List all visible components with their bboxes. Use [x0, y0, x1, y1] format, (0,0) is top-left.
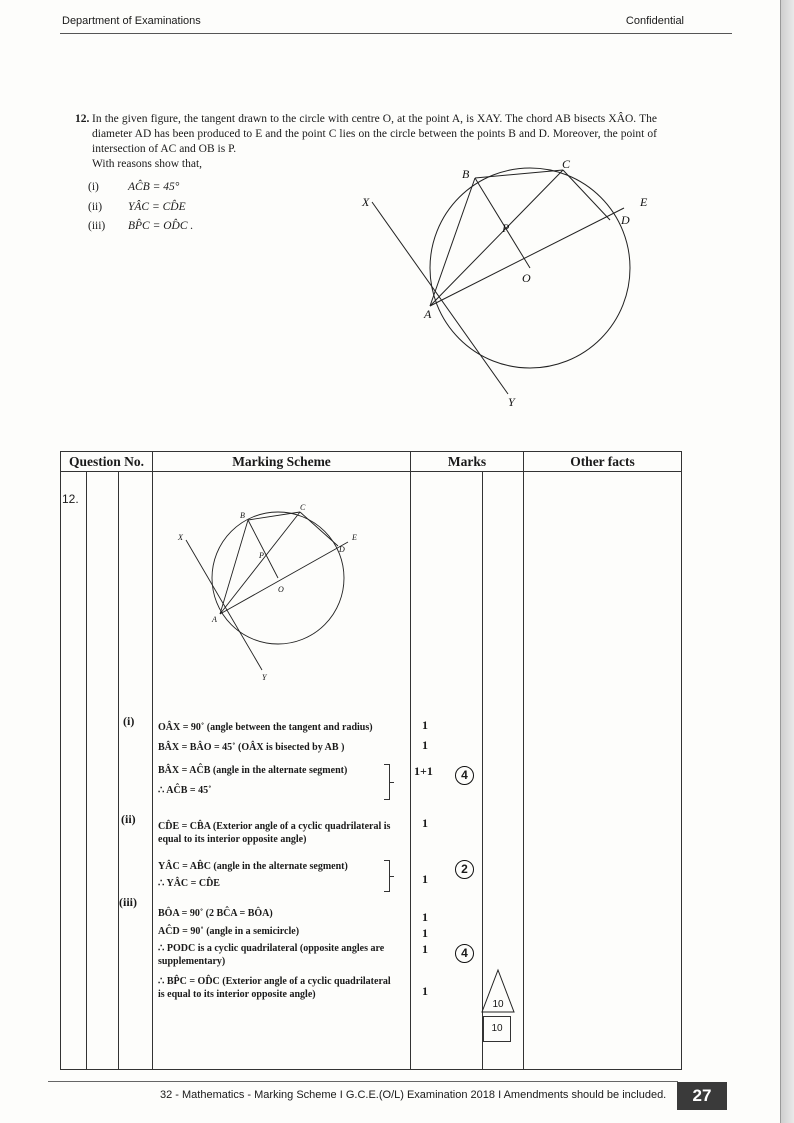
part-iii-line3: ∴ PODC is a cyclic quadrilateral (opposite angles are supplementary): [158, 943, 385, 967]
part-ii-total: 2: [455, 860, 474, 879]
page-edge: [780, 0, 794, 1123]
question-prompt: With reasons show that,: [92, 158, 203, 170]
part-i-mark3: 1+1: [414, 764, 433, 778]
part-i-mark2: 1: [422, 738, 428, 752]
question-statement: In the given figure, the tangent drawn to the circle with centre O, at the point A, is XAY. The chord AB bisects XÂO. The diameter AD has been produced to E and the point C lies on the circle between the points B and D. Moreover, the point of intersection of AC and OB is P.: [92, 113, 657, 155]
part-iii-label: (iii): [119, 895, 137, 909]
part-iii-mark3: 1: [422, 942, 428, 956]
part-iii-line2: AĈD = 90˚ (angle in a semicircle): [158, 926, 300, 937]
svg-text:P: P: [259, 551, 264, 560]
footer-text: 32 - Mathematics - Marking Scheme I G.C.E.(O/L) Examination 2018 I Amendments should be included.: [160, 1089, 667, 1101]
label-C: C: [562, 158, 571, 171]
part-ii-mark2: 1: [422, 872, 428, 886]
svg-text:O: O: [278, 585, 284, 594]
svg-text:E: E: [352, 533, 357, 542]
subcol-line: [86, 472, 87, 1070]
footer-rule: [48, 1081, 678, 1082]
part-iii-mark1: 1: [422, 910, 428, 924]
part-ii-line2: YÂC = AB̂C (angle in the alternate segment): [158, 861, 348, 872]
part-i-line3: BÂX = AĈB (angle in the alternate segment): [158, 765, 348, 776]
bracket: [384, 860, 390, 892]
part-iii-line1: BÔA = 90˚ (2 BĈA = BÔA): [158, 908, 273, 919]
header-department: Department of Examinations: [62, 15, 201, 27]
header-marking-scheme: Marking Scheme: [153, 452, 411, 472]
header-question-no: Question No.: [61, 452, 153, 472]
label-X: X: [362, 195, 370, 209]
svg-text:Y: Y: [262, 673, 267, 680]
bracket: [384, 764, 390, 800]
svg-text:B: B: [240, 511, 245, 520]
label-Y: Y: [508, 395, 515, 408]
scheme-figure: [170, 500, 370, 680]
total-triangle-value: 10: [492, 999, 504, 1010]
part-ii-line1: CD̂E = CB̂A (Exterior angle of a cyclic quadrilateral is equal to its interior opposite angle): [158, 821, 391, 845]
part-i-line4: ∴ AĈB = 45˚: [158, 785, 212, 796]
part-i: (i) AĈB = 45°: [88, 181, 180, 193]
part-iii-line4: ∴ BP̂C = OD̂C (Exterior angle of a cyclic quadrilateral is equal to its interior opposite angle): [158, 976, 391, 1000]
part-iii: (iii) BP̂C = OD̂C .: [88, 220, 194, 232]
subcol-line: [118, 472, 119, 1070]
part-iii-mark2: 1: [422, 926, 428, 940]
svg-text:X: X: [178, 533, 183, 542]
question-figure: [330, 158, 650, 408]
total-box: 10: [483, 1016, 511, 1042]
part-ii: (ii) YÂC = CD̂E: [88, 200, 186, 213]
total-triangle: [480, 968, 516, 1014]
svg-text:A: A: [212, 615, 217, 624]
label-B: B: [462, 167, 470, 181]
part-i-label: (i): [123, 714, 135, 728]
header-rule: [60, 33, 732, 34]
label-P: P: [502, 221, 510, 235]
part-ii-label: (ii): [121, 812, 136, 826]
part-ii-mark1: 1: [422, 816, 428, 830]
part-i-total: 4: [455, 766, 474, 785]
label-A: A: [424, 307, 432, 321]
table-question-number: 12.: [62, 492, 79, 506]
question-number: 12.: [75, 113, 90, 125]
label-D: D: [621, 213, 630, 227]
part-iii-total: 4: [455, 944, 474, 963]
svg-text:D: D: [339, 545, 345, 554]
part-iii-mark4: 1: [422, 984, 428, 998]
part-i-line1: OÂX = 90˚ (angle between the tangent and radius): [158, 722, 373, 733]
header-confidential: Confidential: [625, 15, 684, 27]
header-marks: Marks: [411, 452, 524, 472]
label-E: E: [640, 195, 648, 209]
svg-text:C: C: [300, 503, 306, 512]
part-i-line2: BÂX = BÂO = 45˚ (OÂX is bisected by AB ): [158, 742, 345, 753]
page-number: 27: [677, 1082, 727, 1110]
header-other-facts: Other facts: [524, 452, 682, 472]
label-O: O: [522, 271, 531, 285]
question-parts: [88, 178, 193, 237]
part-ii-line3: ∴ YÂC = CD̂E: [158, 878, 220, 889]
part-i-mark1: 1: [422, 718, 428, 732]
